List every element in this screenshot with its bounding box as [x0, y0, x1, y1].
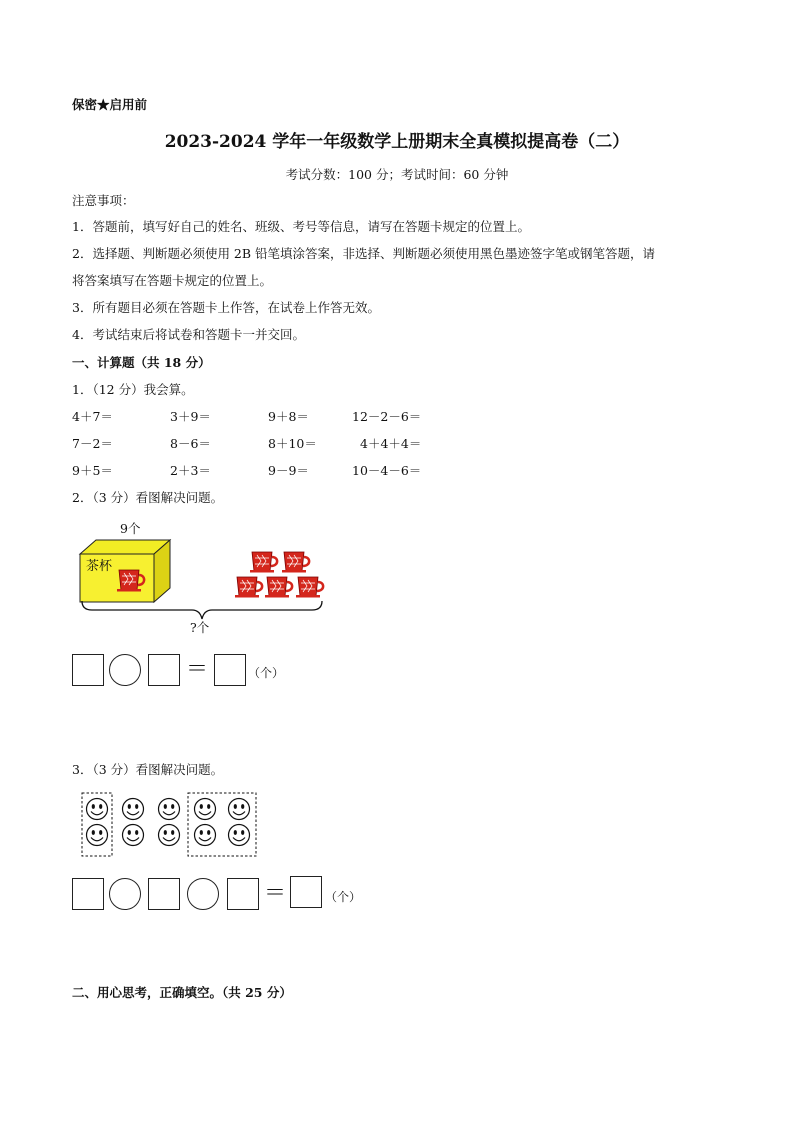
smiley-icon [195, 825, 216, 846]
note-item: 将答案填写在答题卡规定的位置上。 [72, 273, 273, 288]
question-stem: 1．（12 分）我会算。 [72, 382, 194, 397]
calc-item: 2＋3＝ [170, 463, 211, 478]
answer-box[interactable] [72, 654, 104, 686]
calc-item: 8－6＝ [170, 436, 211, 451]
smiley-icon [87, 799, 108, 820]
calc-item: 3＋9＝ [170, 409, 211, 424]
question-stem: 3．（3 分）看图解决问题。 [72, 762, 224, 777]
equals-sign: ＝ [186, 657, 209, 682]
unit-label: （个） [325, 890, 362, 904]
calc-item: 10－4－6＝ [352, 463, 422, 478]
cup-icon [250, 552, 277, 573]
smiley-icon [159, 825, 180, 846]
cup-icon [235, 577, 262, 598]
smiley-icon [87, 825, 108, 846]
smiley-icon [159, 799, 180, 820]
confidential-mark: 保密★启用前 [72, 97, 148, 112]
cup-icon [265, 577, 292, 598]
calc-item: 9＋5＝ [72, 463, 113, 478]
brace-line [80, 600, 325, 622]
unit-label: （个） [248, 666, 285, 680]
section-heading: 二、用心思考，正确填空。（共 25 分） [72, 985, 292, 1000]
cup-icon [296, 577, 323, 598]
calc-item: 9－9＝ [268, 463, 309, 478]
cup-icon [282, 552, 309, 573]
question-stem: 2．（3 分）看图解决问题。 [72, 490, 224, 505]
note-item: 1．答题前，填写好自己的姓名、班级、考号等信息，请写在答题卡规定的位置上。 [72, 219, 530, 234]
notes-heading: 注意事项： [72, 193, 135, 208]
section-heading: 一、计算题（共 18 分） [72, 355, 211, 370]
cups-group-illustration [234, 550, 329, 602]
box-count-label: 9个 [120, 521, 141, 536]
answer-box[interactable] [148, 654, 180, 686]
smiley-icon [123, 825, 144, 846]
smiley-icon [195, 799, 216, 820]
smiley-icon [229, 799, 250, 820]
cup-box-label: 茶杯 [86, 559, 113, 574]
smiley-icon [123, 799, 144, 820]
calc-item: 9＋8＝ [268, 409, 309, 424]
answer-box[interactable] [290, 876, 322, 908]
note-item: 2．选择题、判断题必须使用 2B 铅笔填涂答案，非选择、判断题必须使用黑色墨迹签字笔或钢笔答题，请 [72, 246, 656, 261]
answer-box[interactable] [227, 878, 259, 910]
operator-circle[interactable] [109, 878, 141, 910]
calc-item: 7－2＝ [72, 436, 113, 451]
calc-item: 4＋7＝ [72, 409, 113, 424]
answer-box[interactable] [214, 654, 246, 686]
operator-circle[interactable] [187, 878, 219, 910]
smiley-icon [229, 825, 250, 846]
smileys-illustration [80, 791, 260, 859]
calc-item: 8＋10＝ [268, 436, 317, 451]
calc-item: 4＋4＋4＝ [360, 436, 422, 451]
equals-sign: ＝ [264, 881, 287, 906]
answer-box[interactable] [72, 878, 104, 910]
page-title: 2023-2024 学年一年级数学上册期末全真模拟提高卷（二） [164, 132, 630, 152]
calc-item: 12－2－6＝ [352, 409, 422, 424]
total-label: ?个 [190, 620, 210, 635]
note-item: 3．所有题目必须在答题卡上作答，在试卷上作答无效。 [72, 300, 380, 315]
operator-circle[interactable] [109, 654, 141, 686]
answer-box[interactable] [148, 878, 180, 910]
exam-info: 考试分数：100 分；考试时间：60 分钟 [285, 167, 509, 182]
note-item: 4．考试结束后将试卷和答题卡一并交回。 [72, 327, 305, 342]
